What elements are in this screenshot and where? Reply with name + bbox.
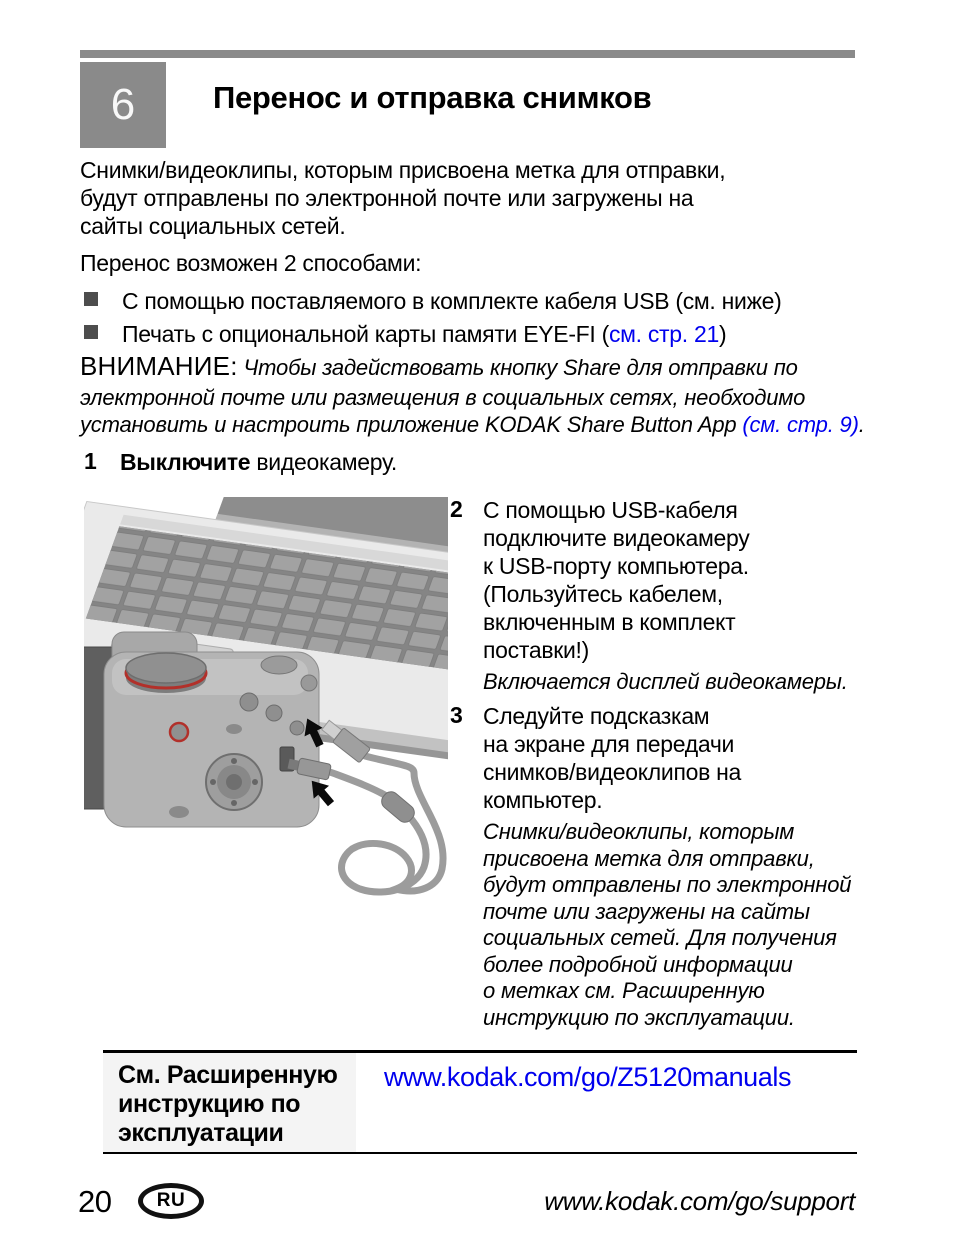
header-bar — [80, 50, 855, 58]
reference-label-cell: См. Расширенную инструкцию по эксплуатации — [103, 1053, 356, 1152]
bullet-marker — [84, 292, 98, 306]
attention-block — [80, 353, 880, 441]
reference-table — [103, 1050, 857, 1154]
camera-graphic — [84, 632, 319, 827]
attention-text: установить и настроить приложение KODAK Share Button App — [80, 412, 743, 437]
manuals-url-link[interactable]: www.kodak.com/go/Z5120manuals — [384, 1062, 792, 1092]
step-2-note: Включается дисплей видеокамеры. — [483, 669, 848, 694]
bullet-item-usb — [84, 287, 874, 315]
bullet-marker — [84, 325, 98, 339]
bullet-item-eyefi — [84, 320, 874, 348]
step-3-number: 3 — [450, 702, 463, 728]
step-2-text: С помощью USB-кабеля подключите видеокамеру к USB-порту компьютера. (Пользуйтесь кабелем, включенным в комплект поставки!) — [483, 497, 750, 663]
support-url-link[interactable]: www.kodak.com/go/support — [544, 1186, 855, 1216]
page-title: Перенос и отправка снимков — [213, 80, 652, 115]
step-3-text: Следуйте подсказкам на экране для передачи снимков/видеоклипов на компьютер. — [483, 703, 741, 813]
methods-lead: Перенос возможен 2 способами: — [80, 250, 422, 276]
attention-text-post: . — [858, 412, 865, 437]
see-page-9-link[interactable]: (см. стр. 9) — [742, 412, 859, 437]
intro-paragraph: Снимки/видеоклипы, которым присвоена метка для отправки, будут отправлены по электронной почте или загружены на сайты социальных сетей. — [80, 157, 726, 239]
camera-mode-dial — [126, 653, 206, 683]
attention-line: электронной почте или размещения в социальных сетях, необходимо — [80, 385, 806, 410]
chapter-number: 6 — [110, 80, 136, 129]
bullet-text: С помощью поставляемого в комплекте кабеля USB (см. ниже) — [122, 288, 782, 314]
step-1-rest: видеокамеру. — [250, 449, 397, 475]
usb-connection-illustration — [84, 497, 448, 907]
attention-text: Чтобы задействовать кнопку Share для отправки по — [237, 355, 798, 380]
see-page-21-link[interactable]: см. стр. 21 — [608, 321, 719, 347]
step-1-number: 1 — [84, 448, 97, 474]
chapter-number-box — [80, 62, 166, 148]
camera-record-button — [170, 723, 188, 741]
bullet-text-post: ) — [718, 321, 727, 347]
reference-link-cell — [356, 1053, 857, 1152]
step-1-text — [120, 448, 397, 476]
attention-line — [80, 353, 880, 384]
camera-shutter-button — [261, 656, 297, 674]
attention-label: ВНИМАНИЕ: — [80, 351, 238, 381]
step-2-number: 2 — [450, 496, 463, 522]
bullet-text — [122, 320, 726, 348]
language-badge: RU — [138, 1183, 204, 1219]
bullet-text-pre: Печать с опциональной карты памяти EYE-FI ( — [122, 321, 609, 347]
attention-line — [80, 411, 880, 441]
step-3-note: Снимки/видеоклипы, которым присвоена метка для отправки, будут отправлены по электронной почте или загружены на сайты социальных сетей. Для получения более подробной информации о метках см. Расширенную инструкцию по эксплуатации. — [483, 819, 852, 1030]
footer-page-number: 20 — [78, 1184, 112, 1219]
step-1-bold: Выключите — [120, 449, 251, 475]
